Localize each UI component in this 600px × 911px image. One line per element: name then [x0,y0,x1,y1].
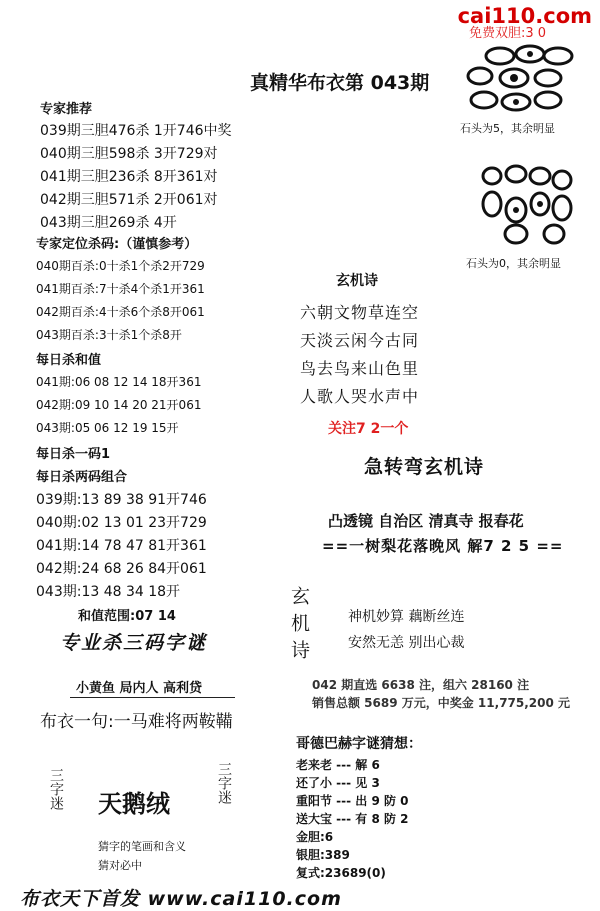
kill-one-heading: 每日杀一码1 [36,447,111,462]
free-tag: 免费双胆:3 0 [468,26,546,41]
poem3-line: 神机妙算 藕断丝连 [348,609,465,625]
expert-item: 043期三胆269杀 4开 [40,215,177,231]
sum-range: 和值范围:07 14 [78,609,176,624]
stone2-caption: 石头为0，其余明显 [466,257,561,270]
poem3-line: 安然无恙 别出心裁 [348,635,465,651]
kill-sum-item: 043期:05 06 12 19 15开 [36,421,179,435]
slogan: 小黄鱼 局内人 高利贷 [76,681,203,696]
kill-two-item: 043期:13 48 34 18开 [36,584,181,600]
kill-two-item: 041期:14 78 47 81开361 [36,538,207,554]
expert-item: 041期三胆236杀 8开361对 [40,169,218,185]
poem1-line: 六朝文物草连空 [300,303,420,322]
kill-position-item: 041期百杀:7十杀4个杀1开361 [36,282,205,296]
riddle-hint: 猜字的笔画和含义 [98,840,186,853]
lottery-line: 销售总额 5689 万元，中奖金 11,775,200 元 [312,696,571,710]
riddle-solution: ==一树梨花落晚风 解7 2 5 == [322,537,564,555]
expert-item: 039期三胆476杀 1开746中奖 [40,123,232,139]
riddle-heading: 专业杀三码字谜 [60,632,208,654]
poem1-line: 鸟去鸟来山色里 [300,359,420,378]
kill-two-item: 039期:13 89 38 91开746 [36,492,207,508]
riddle-side-right: 三字迷 [216,762,232,804]
page-title: 真精华布衣第 043期 [250,72,430,94]
site-logo: cai110.com [457,4,592,28]
kill-position-item: 040期百杀:0十杀1个杀2开729 [36,259,205,273]
expert-item: 040期三胆598杀 3开729对 [40,146,218,162]
kill-position-heading: 专家定位杀码:（谨慎参考） [36,237,198,252]
poem2-heading: 急转弯玄机诗 [364,456,485,478]
goethe-item: 重阳节 --- 出 9 防 0 [296,794,409,808]
footer: 布衣天下首发 www.cai110.com [20,888,342,910]
kill-two-item: 042期:24 68 26 84开061 [36,561,207,577]
goethe-item: 复式:23689(0) [296,866,386,880]
poem3-vertical-title: 玄机诗 [288,586,310,667]
goethe-item: 银胆:389 [296,848,350,862]
stones-picture-2 [478,164,574,246]
riddle-words: 凸透镜 自治区 清真寺 报春花 [328,512,524,530]
riddle-side-left: 三字迷 [48,768,64,810]
poem1-heading: 玄机诗 [336,273,378,289]
riddle-hint: 猜对必中 [98,859,142,872]
goethe-item: 金胆:6 [296,830,334,844]
goethe-heading: 哥德巴赫字谜猜想： [296,736,422,752]
kill-sum-heading: 每日杀和值 [36,353,102,368]
kill-sum-item: 041期:06 08 12 14 18开361 [36,375,202,389]
goethe-item: 还了小 --- 见 3 [296,776,380,790]
lottery-line: 042 期直选 6638 注，组六 28160 注 [312,678,530,692]
stones-picture-1 [464,42,582,114]
kill-sum-item: 042期:09 10 14 20 21开061 [36,398,202,412]
kill-two-heading: 每日杀两码组合 [36,470,128,485]
kill-position-item: 043期百杀:3十杀1个杀8开 [36,328,182,342]
goethe-item: 老来老 --- 解 6 [296,758,380,772]
poem1-line: 人歌人哭水声中 [300,387,420,406]
kill-two-item: 040期:02 13 01 23开729 [36,515,207,531]
stone1-caption: 石头为5，其余明显 [460,122,555,135]
expert-heading: 专家推荐 [40,102,93,117]
divider [70,697,235,698]
one-line-riddle: 布衣一句:一马难将两鞍鞴 [40,712,233,732]
attention-note: 关注7 2一个 [328,421,409,437]
kill-position-item: 042期百杀:4十杀6个杀8开061 [36,305,205,319]
riddle-word: 天鹅绒 [98,790,170,818]
expert-item: 042期三胆571杀 2开061对 [40,192,218,208]
goethe-item: 送大宝 --- 有 8 防 2 [296,812,409,826]
poem1-line: 天淡云闲今古同 [300,331,420,350]
